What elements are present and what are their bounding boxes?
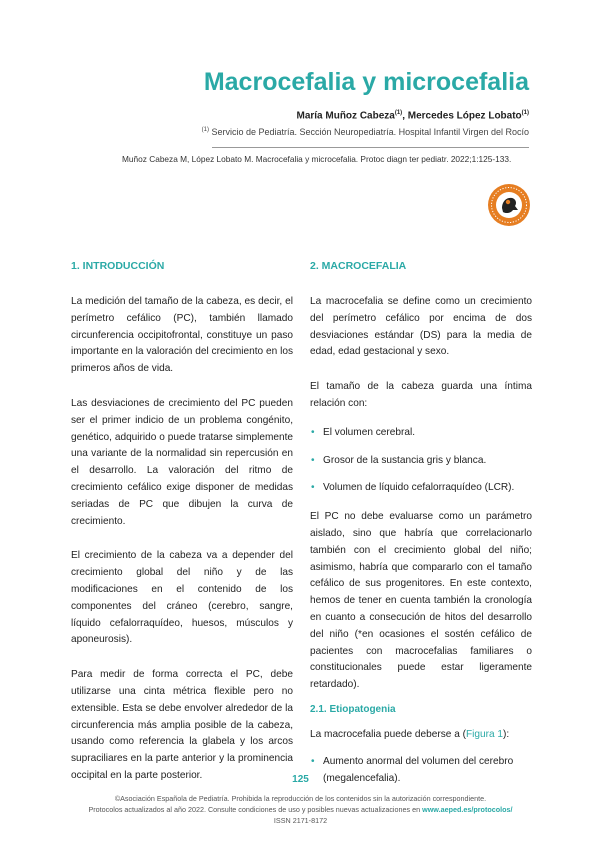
paragraph xyxy=(310,727,532,744)
bullet-icon: • xyxy=(311,426,315,438)
list-item xyxy=(310,453,532,470)
bullet-list xyxy=(310,425,532,497)
paragraph: Las desviaciones de crecimiento del PC pueden ser el primer indicio de un problema congénito, genético, adquirido o puede tratarse simplemente una variante de la normalidad sin repercusión en el desarrollo. La valoración del ritmo de crecimiento cefálico exige disponer de medidas seriadas de PC que dibujen la curva de crecimiento. xyxy=(71,397,293,527)
bullet-icon: • xyxy=(311,755,315,767)
paragraph-text: ): xyxy=(503,728,510,740)
author-name: Mercedes López Lobato xyxy=(407,110,522,122)
copyright-line: ©Asociación Española de Pediatría. Prohibida la reproducción de los contenidos sin la autorización correspondiente. xyxy=(114,794,487,803)
subsection-heading-etiopatogenia: 2.1. Etiopatogenia xyxy=(310,703,396,715)
list-item-text: Aumento anormal del volumen del cerebro (megalencefalia). xyxy=(323,755,514,784)
author-affiliation-mark: (1) xyxy=(394,110,403,116)
list-item xyxy=(310,425,532,442)
left-column xyxy=(71,260,293,803)
affiliation-mark: (1) xyxy=(201,127,209,133)
author-affiliation-mark: (1) xyxy=(521,110,529,116)
section-heading-introduccion: 1. INTRODUCCIÓN xyxy=(71,260,165,272)
citation: Muñoz Cabeza M, López Lobato M. Macrocefalia y microcefalia. Protoc diagn ter pediatr. 2022;1:125-133. xyxy=(122,154,512,164)
update-line xyxy=(0,805,601,814)
list-item-text: Volumen de líquido cefalorraquídeo (LCR). xyxy=(323,482,515,494)
bullet-icon: • xyxy=(311,454,315,466)
section-heading-macrocefalia: 2. MACROCEFALIA xyxy=(310,260,407,272)
author-separator: , xyxy=(402,110,408,122)
affiliation-text: Servicio de Pediatría. Sección Neuropediatría. Hospital Infantil Virgen del Rocío xyxy=(208,127,529,137)
issn-line: ISSN 2171-8172 xyxy=(273,816,328,825)
authors xyxy=(296,110,529,121)
figure-link[interactable]: Figura 1 xyxy=(466,728,504,740)
update-text: Protocolos actualizados al año 2022. Consulte condiciones de uso y posibles nuevas actualizaciones en xyxy=(88,805,423,814)
list-item xyxy=(310,480,532,497)
right-column xyxy=(310,260,532,799)
paragraph: La medición del tamaño de la cabeza, es decir, el perímetro cefálico (PC), también llamado circunferencia occipitofrontal, constituye un paso importante en la valoración del crecimiento en los primeros años de vida. xyxy=(71,296,293,375)
paragraph-text: La macrocefalia puede deberse a ( xyxy=(310,728,466,740)
paragraph: La macrocefalia se define como un crecimiento del perímetro cefálico por encima de dos desviaciones estándar (DS) para la media de edad, edad gestacional y sexo. xyxy=(310,296,532,358)
list-item-text: El volumen cerebral. xyxy=(323,426,416,438)
paragraph: Para medir de forma correcta el PC, debe utilizarse una cinta métrica flexible pero no extensible. Esta se debe envolver alrededor de la circunferencia más amplia posible de la cabeza, usando como referencia la glabela y los arcos supraciliares en la parte anterior y la prominencia occipital en la parte posterior. xyxy=(71,669,293,781)
page-number: 125 xyxy=(292,774,309,785)
affiliation xyxy=(202,127,529,137)
article-title: Macrocefalia y microcefalia xyxy=(203,68,529,96)
paragraph: El PC no debe evaluarse como un parámetro aislado, sino que habría que correlacionarlo también con el crecimiento global del niño; asimismo, habría que compararlo con el tamaño cefálico de sus progenitores. En este contexto, hemos de tener en cuenta también la cronología en cuanto a consecución de hitos del desarrollo del niño (*en ocasiones el sostén cefálico de pacientes con macrocefalias familiares o constitucionales puede estar ligeramente retardado). xyxy=(310,511,532,691)
aep-logo xyxy=(487,183,531,227)
header-divider xyxy=(212,147,529,148)
paragraph: El crecimiento de la cabeza va a depender del crecimiento global del niño y de las modificaciones en el contenido de los componentes del cráneo (cerebro, sangre, líquido cefalorraquídeo, huesos, músculos y aponeurosis). xyxy=(71,550,293,646)
author-name: María Muñoz Cabeza xyxy=(296,110,395,122)
protocols-link[interactable]: www.aeped.es/protocolos/ xyxy=(422,805,513,814)
list-item-text: Grosor de la sustancia gris y blanca. xyxy=(323,454,487,466)
bullet-icon: • xyxy=(311,482,315,494)
paragraph: El tamaño de la cabeza guarda una íntima relación con: xyxy=(310,381,532,409)
